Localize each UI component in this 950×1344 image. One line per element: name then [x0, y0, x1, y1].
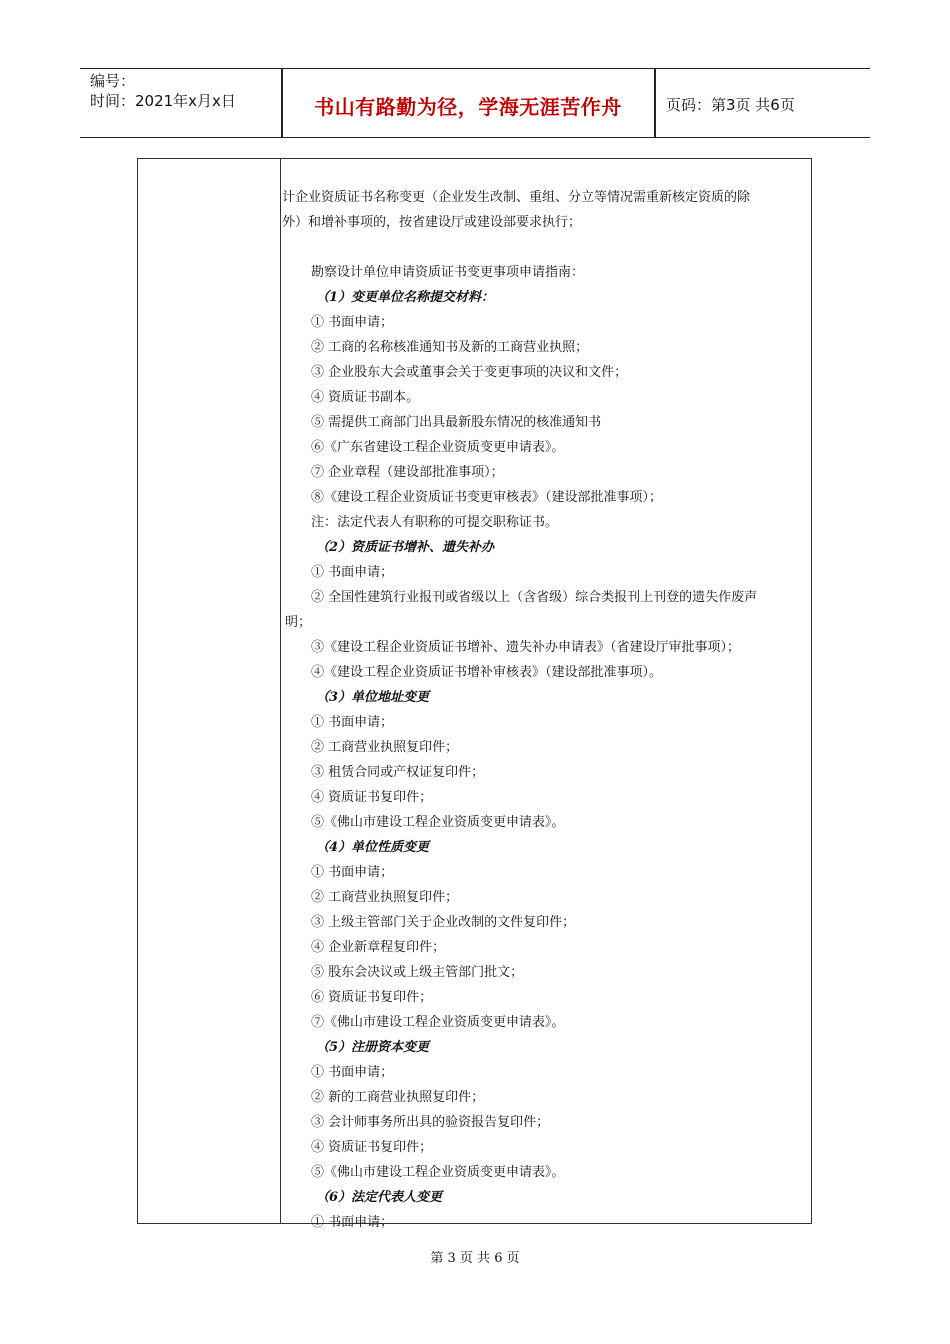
content-table: [137, 158, 812, 1230]
list-item: ③《建设工程企业资质证书增补、遗失补办申请表》（省建设厅审批事项）；: [311, 640, 741, 655]
header-page-indicator: 页码：第3页 共6页: [666, 96, 795, 114]
list-item: ⑥ 资质证书复印件；: [311, 990, 433, 1005]
list-item: ⑤《佛山市建设工程企业资质变更申请表》。: [311, 1165, 565, 1180]
list-item: ⑤《佛山市建设工程企业资质变更申请表》。: [311, 815, 565, 830]
list-item: ② 新的工商营业执照复印件；: [311, 1090, 485, 1105]
table-column-divider: [280, 159, 281, 1223]
list-item: ⑤ 股东会决议或上级主管部门批文；: [311, 965, 524, 980]
paragraph-line: 外）和增补事项的，按省建设厅或建设部要求执行；: [282, 215, 582, 230]
list-item: ② 工商的名称核准通知书及新的工商营业执照；: [311, 340, 589, 355]
document-number-label: 编号：: [90, 72, 136, 90]
header-meta: [90, 71, 236, 111]
list-item: ① 书面申请；: [311, 715, 394, 730]
list-item: ① 书面申请；: [311, 1065, 394, 1080]
list-item: ③ 会计师事务所出具的验资报告复印件；: [311, 1115, 550, 1130]
section-heading: （4）单位性质变更: [316, 840, 430, 855]
section-heading: （5）注册资本变更: [316, 1040, 430, 1055]
list-item: ⑦《佛山市建设工程企业资质变更申请表》。: [311, 1015, 565, 1030]
list-item: ⑧《建设工程企业资质证书变更审核表》（建设部批准事项）；: [311, 490, 663, 505]
page-footer: 第 3 页 共 6 页: [430, 1251, 520, 1266]
header-divider: [654, 69, 656, 137]
content-cell: [282, 185, 809, 1235]
list-item: ④ 资质证书复印件；: [311, 1140, 433, 1155]
list-item: ② 工商营业执照复印件；: [311, 740, 459, 755]
list-item: ② 工商营业执照复印件；: [311, 890, 459, 905]
list-item: ④ 企业新章程复印件；: [311, 940, 446, 955]
list-item: ① 书面申请；: [311, 865, 394, 880]
section-heading: （2）资质证书增补、遗失补办: [316, 540, 495, 555]
header-motto: 书山有路勤为径，学海无涯苦作舟: [314, 95, 622, 119]
section-heading: （6）法定代表人变更: [316, 1190, 443, 1205]
section-heading: （3）单位地址变更: [316, 690, 430, 705]
list-item: ① 书面申请；: [311, 315, 394, 330]
list-item: ⑦ 企业章程（建设部批准事项）；: [311, 465, 504, 480]
list-item: ① 书面申请；: [311, 1215, 394, 1230]
list-item: ③ 租赁合同或产权证复印件；: [311, 765, 485, 780]
list-item: ① 书面申请；: [311, 565, 394, 580]
list-item: ⑥《广东省建设工程企业资质变更申请表》。: [311, 440, 565, 455]
list-item-continuation: 明；: [285, 615, 312, 630]
list-item: ④ 资质证书复印件；: [311, 790, 433, 805]
note-line: 注：法定代表人有职称的可提交职称证书。: [311, 515, 559, 530]
section-heading: （1）变更单位名称提交材料：: [316, 290, 495, 305]
guide-title: 勘察设计单位申请资质证书变更事项申请指南：: [311, 265, 585, 280]
list-item: ② 全国性建筑行业报刊或省级以上（含省级）综合类报刊上刊登的遗失作废声: [311, 590, 758, 605]
document-date: 时间：2021年x月x日: [90, 92, 236, 110]
list-item: ④ 资质证书副本。: [311, 390, 420, 405]
list-item: ⑤ 需提供工商部门出具最新股东情况的核准通知书: [311, 415, 602, 430]
list-item: ③ 上级主管部门关于企业改制的文件复印件；: [311, 915, 576, 930]
list-item: ③ 企业股东大会或董事会关于变更事项的决议和文件；: [311, 365, 628, 380]
page-header: [80, 68, 870, 138]
paragraph-line: 计企业资质证书名称变更（企业发生改制、重组、分立等情况需重新核定资质的除: [282, 190, 751, 205]
list-item: ④《建设工程企业资质证书增补审核表》（建设部批准事项）。: [311, 665, 663, 680]
